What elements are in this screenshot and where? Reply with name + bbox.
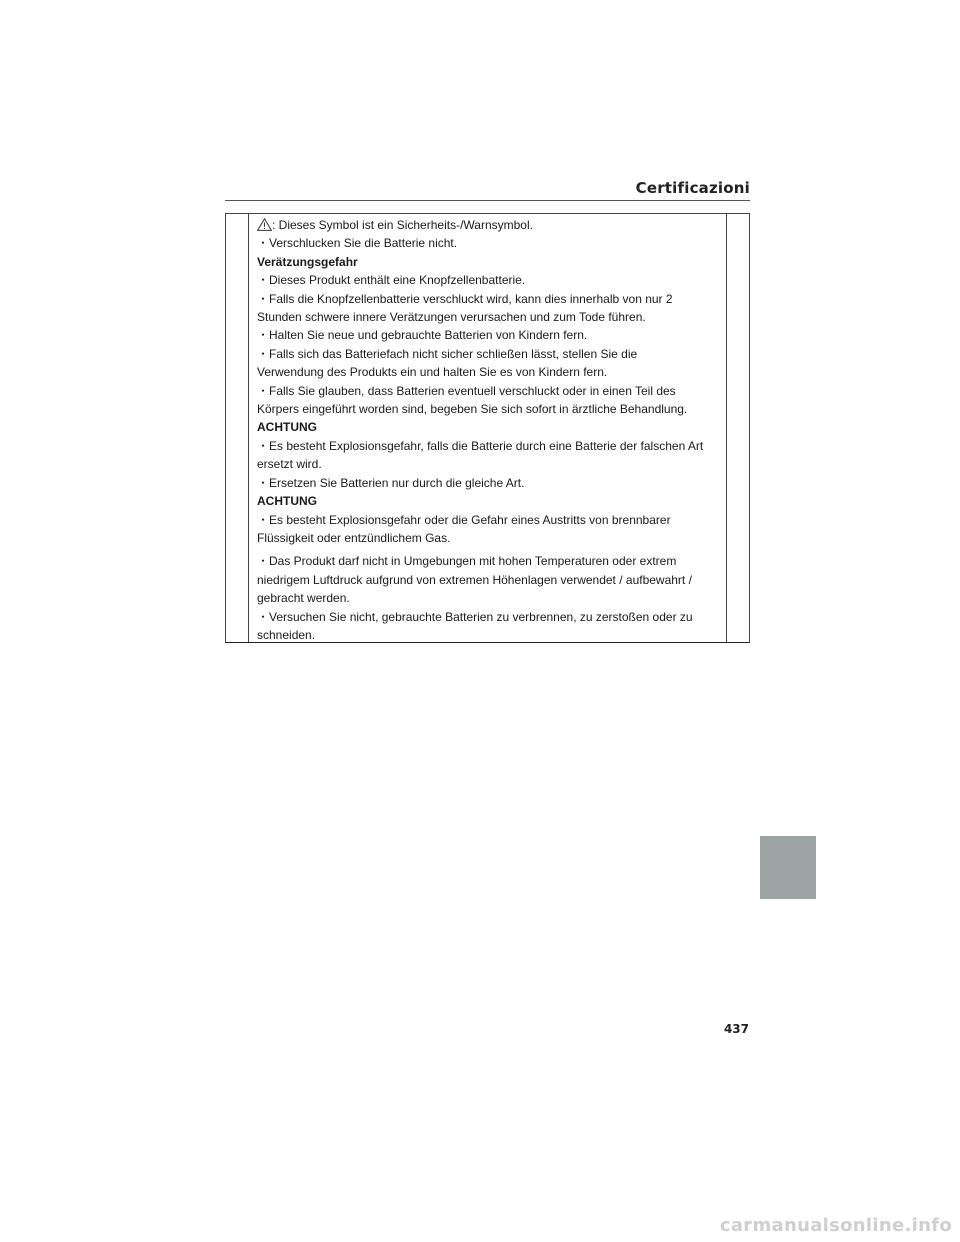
text-line: Verwendung des Produkts ein und halten Sie es von Kindern fern. [257,365,608,380]
warning-symbol-line [257,216,717,234]
text-line: Stunden schwere innere Verätzungen verursachen und zum Tode führen. [257,310,646,325]
text-line: ・Es besteht Explosionsgefahr oder die Gefahr eines Austritts von brennbarer [257,512,671,527]
text-line: gebracht werden. [257,591,350,606]
text-line: Flüssigkeit oder entzündlichem Gas. [257,530,451,545]
subheading: ACHTUNG [257,420,317,435]
table-left-column-border [248,214,249,642]
section-title: Certificazioni [635,179,750,197]
page-number: 437 [723,1022,749,1036]
text-line: ・Versuchen Sie nicht, gebrauchte Batterien zu verbrennen, zu zerstoßen oder zu [257,609,693,624]
text-line: ・Es besteht Explosionsgefahr, falls die Batterie durch eine Batterie der falschen Art [257,438,704,453]
text-line: Körpers eingeführt worden sind, begeben Sie sich sofort in ärztliche Behandlung. [257,402,688,417]
text-line: ・Das Produkt darf nicht in Umgebungen mit hohen Temperaturen oder extrem [257,554,677,569]
content-table [225,213,750,643]
text-line: : Dieses Symbol ist ein Sicherheits-/Warnsymbol. [272,218,533,232]
header-divider [225,200,750,201]
text-line: ・Falls Sie glauben, dass Batterien eventuell verschluckt oder in einen Teil des [257,383,676,398]
chapter-side-tab [760,836,816,899]
table-content-cell [257,216,717,644]
warning-triangle-icon [257,218,272,231]
subheading: ACHTUNG [257,494,317,509]
subheading: Verätzungsgefahr [257,254,358,269]
watermark: carmanualsonline.info [719,1215,952,1236]
text-line: ・Ersetzen Sie Batterien nur durch die gleiche Art. [257,475,525,490]
text-line: ・Falls die Knopfzellenbatterie verschluckt wird, kann dies innerhalb von nur 2 [257,291,673,306]
text-line: ・Halten Sie neue und gebrauchte Batterien von Kindern fern. [257,328,588,343]
text-line: ・Dieses Produkt enthält eine Knopfzellenbatterie. [257,273,526,288]
text-line: ersetzt wird. [257,457,322,472]
text-line: ・Falls sich das Batteriefach nicht sicher schließen lässt, stellen Sie die [257,346,638,361]
text-line: ・Verschlucken Sie die Batterie nicht. [257,236,458,251]
text-line: schneiden. [257,627,316,642]
text-line: niedrigem Luftdruck aufgrund von extremen Höhenlagen verwendet / aufbewahrt / [257,572,692,587]
table-right-column-border [726,214,727,642]
